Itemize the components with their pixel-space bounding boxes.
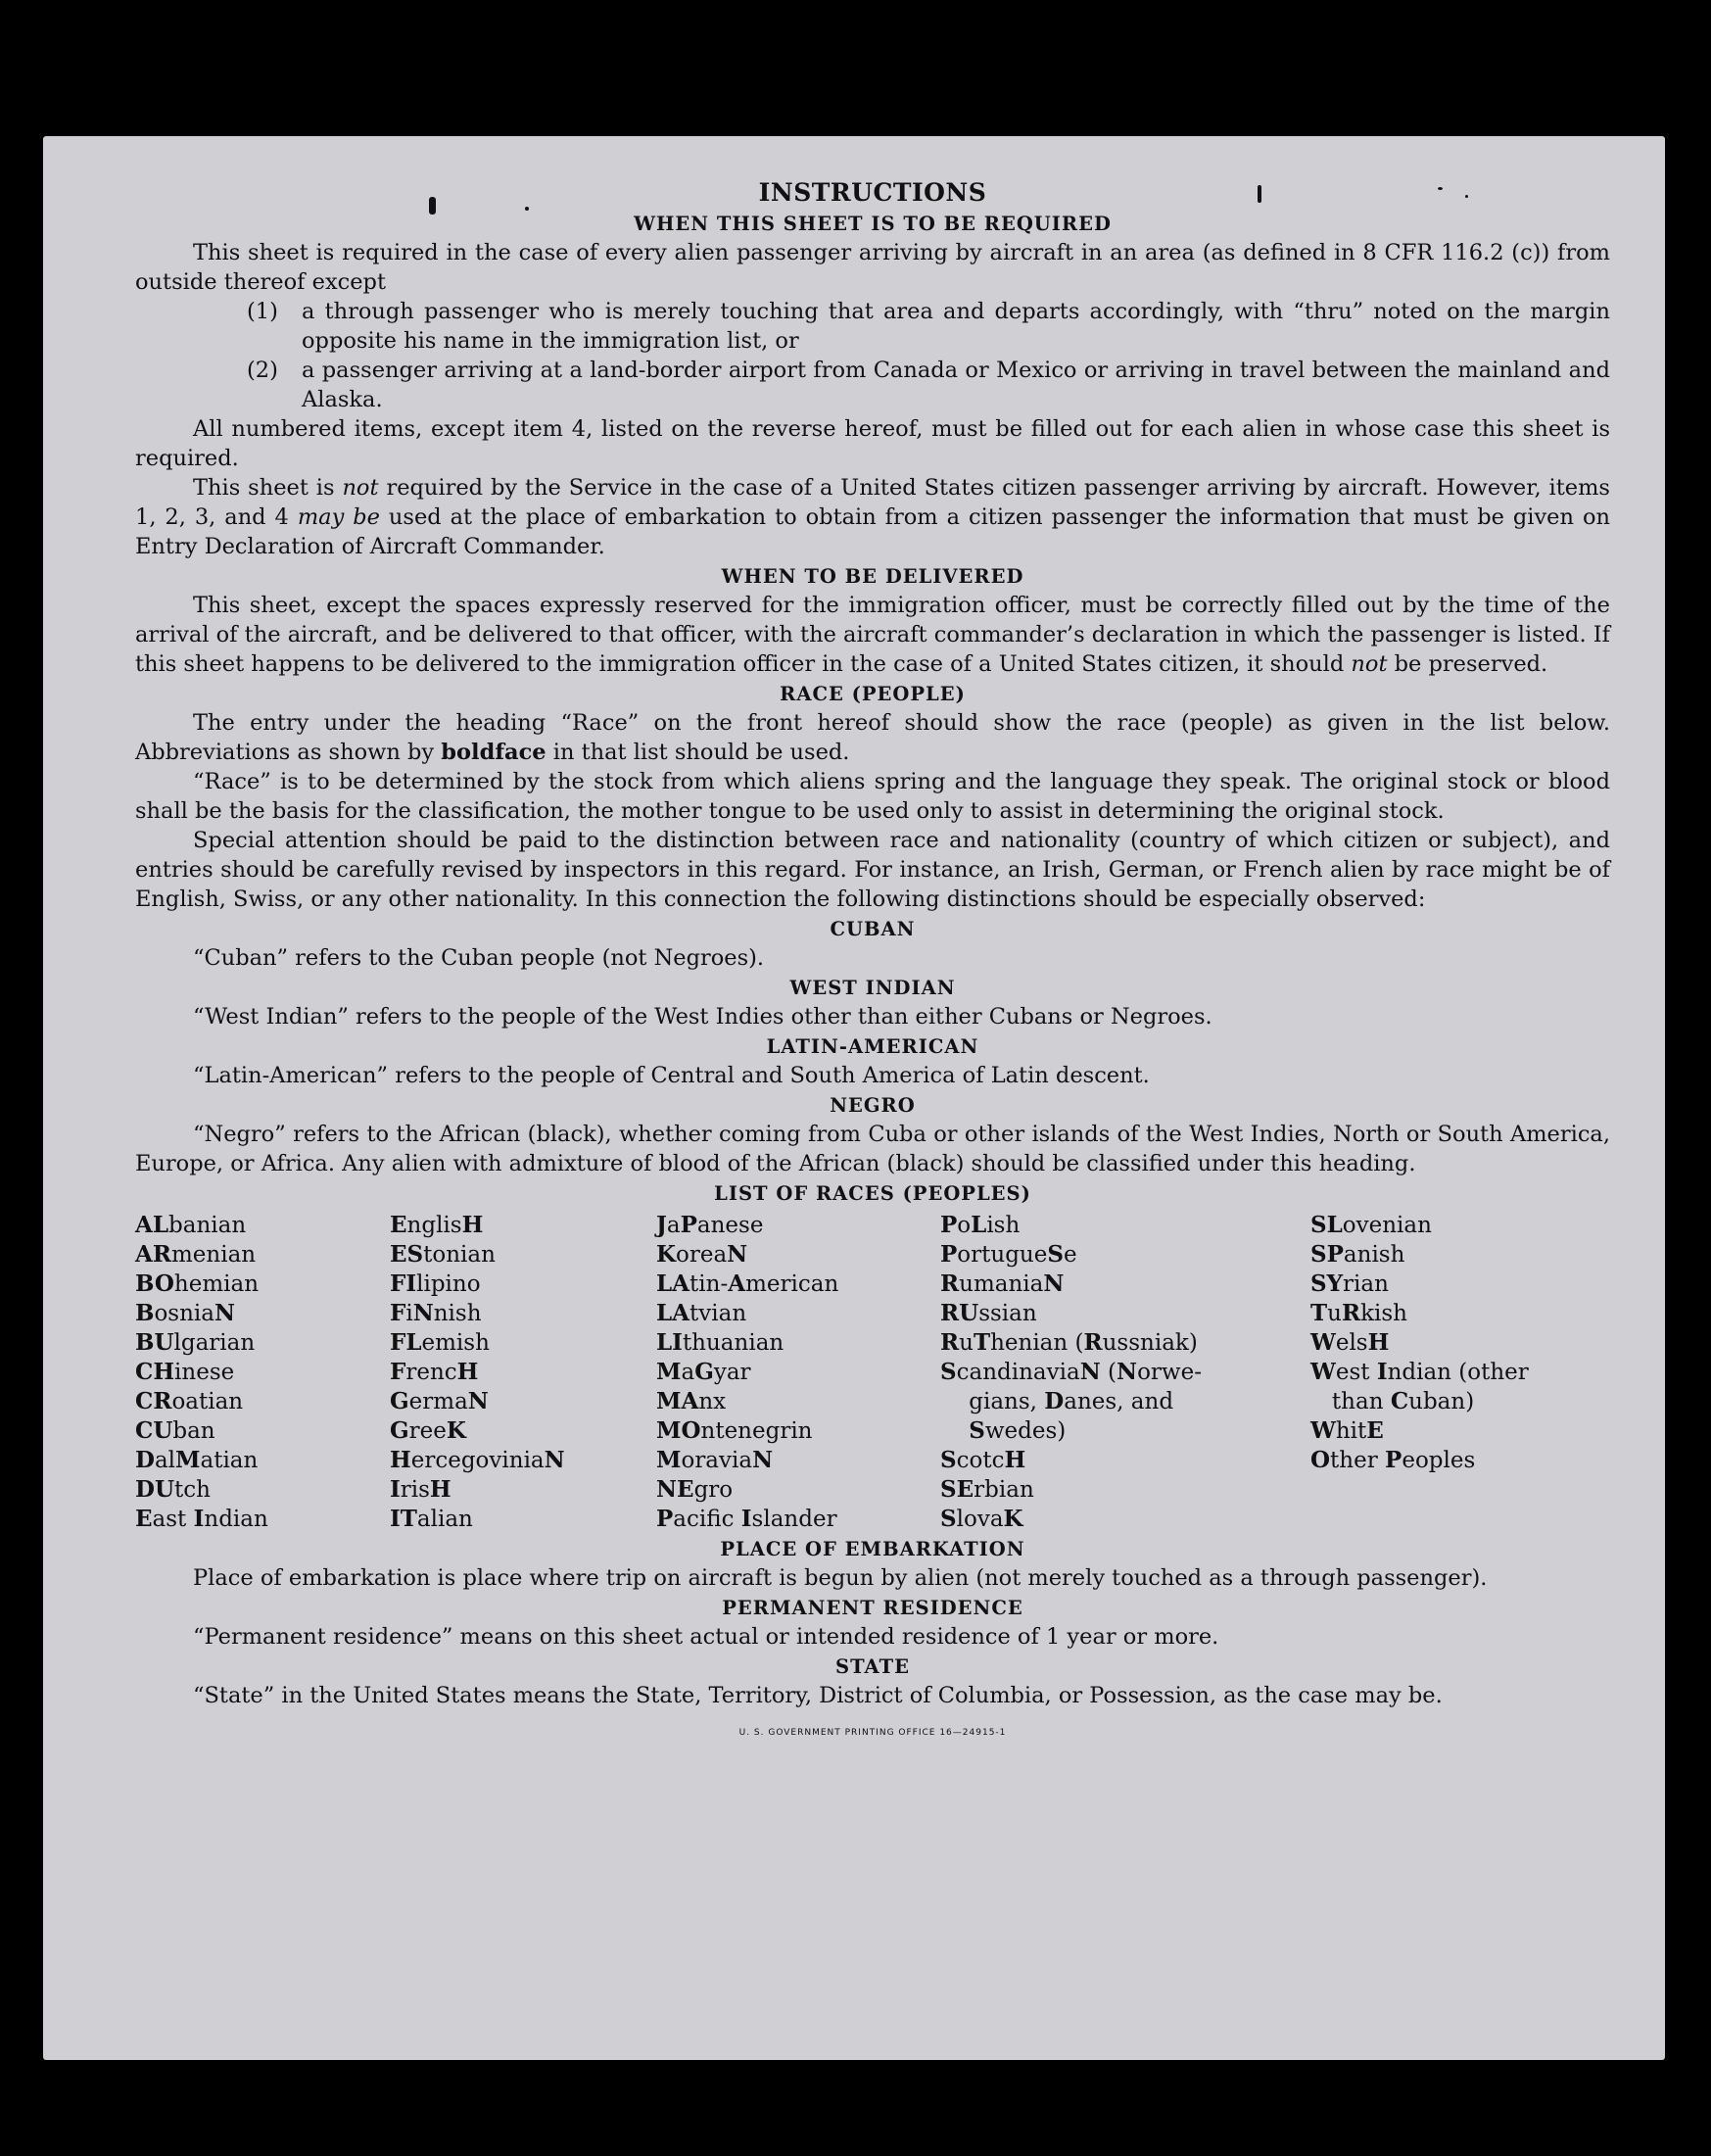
latin-american-heading: LATIN-AMERICAN [766, 1035, 979, 1058]
west-indian-text: “West Indian” refers to the people of the West Indies other than either Cubans or Negroes. [193, 1004, 1212, 1030]
race-entry: BUlgarian [135, 1329, 256, 1356]
race-entry: ScotcH [940, 1447, 1026, 1473]
item-text: a passenger arriving at a land-border airport from Canada or Mexico or arriving in travel between the mainland and Alaska. [302, 358, 1610, 412]
west-indian-heading: WEST INDIAN [789, 977, 956, 999]
cuban-text: “Cuban” refers to the Cuban people (not Negroes). [193, 945, 765, 971]
printer-imprint: U. S. GOVERNMENT PRINTING OFFICE 16—24915-1 [738, 1728, 1007, 1738]
race-entry: MaGyar [656, 1359, 751, 1385]
citizen-paragraph: This sheet is not required by the Service in the case of a United States citizen passenger arriving by aircraft. However, items 1, 2, 3, and 4 may be used at the place of embarkation to obtain from a citizen passenger the information that must be given on Entry Declaration of Aircraft Commander. [135, 475, 1610, 559]
race-entry: Other Peoples [1310, 1447, 1476, 1473]
races-column [135, 1211, 390, 1534]
instructions-content [135, 177, 1610, 1748]
race-paragraph-3: Special attention should be paid to the distinction between race and nationality (country of which citizen or subject), and entries should be carefully revised by inspectors in this regard. For instance, an Irish, German, or French alien by race might be of English, Swiss, or any other nationality. In this connection the following distinctions should be especially observed: [135, 828, 1610, 912]
races-list [135, 1211, 1610, 1534]
race-paragraph-1: The entry under the heading “Race” on the front hereof should show the race (people) as given in the list below. Abbreviations as shown by boldface in that list should be used. [135, 710, 1610, 765]
race-entry: BosniaN [135, 1300, 236, 1326]
item-text: a through passenger who is merely touching that area and departs accordingly, with “thru” noted on the margin opposite his name in the immigration list, or [302, 299, 1610, 354]
race-entry: EStonian [390, 1241, 496, 1268]
race-entry: ITalian [390, 1506, 473, 1532]
race-entry: MOntenegrin [656, 1417, 813, 1444]
race-entry: ScandinaviaN (Norwe- [940, 1359, 1202, 1385]
when-required-heading: WHEN THIS SHEET IS TO BE REQUIRED [634, 213, 1112, 235]
item-number: (1) [247, 299, 278, 324]
race-entry: PortugueSe [940, 1241, 1077, 1268]
race-entry: SlovaK [940, 1506, 1023, 1532]
race-entry: GermaN [390, 1388, 489, 1414]
race-entry: Pacific Islander [656, 1506, 837, 1532]
race-entry: GreeK [390, 1417, 466, 1444]
race-entry: East Indian [135, 1506, 268, 1532]
race-entry: SPanish [1310, 1241, 1405, 1268]
race-entry: KoreaN [656, 1241, 748, 1268]
negro-heading: NEGRO [830, 1094, 916, 1117]
race-entry: SErbian [940, 1476, 1034, 1503]
race-entry: West Indian (other [1310, 1359, 1529, 1385]
race-entry: FIlipino [390, 1270, 481, 1297]
numbered-items-paragraph: All numbered items, except item 4, listed on the reverse hereof, must be filled out for each alien in whose case this sheet is required. [135, 416, 1610, 471]
exception-item [247, 297, 1610, 356]
races-column [940, 1211, 1310, 1534]
races-column [1310, 1211, 1604, 1534]
race-entry: CHinese [135, 1359, 235, 1385]
race-entry: EnglisH [390, 1212, 484, 1238]
when-required-intro: This sheet is required in the case of every alien passenger arriving by aircraft in an area (as defined in 8 CFR 116.2 (c)) from outside thereof except [135, 240, 1610, 295]
race-entry: IrisH [390, 1476, 452, 1503]
races-column [656, 1211, 940, 1534]
document-sheet [43, 136, 1665, 2060]
race-entry: DalMatian [135, 1447, 259, 1473]
residence-heading: PERMANENT RESIDENCE [722, 1597, 1023, 1619]
when-delivered-heading: WHEN TO BE DELIVERED [721, 565, 1024, 588]
race-entry: DUtch [135, 1476, 211, 1503]
list-of-races-heading: LIST OF RACES (PEOPLES) [714, 1182, 1031, 1205]
race-entry: FrencH [390, 1359, 479, 1385]
race-entry: BOhemian [135, 1270, 260, 1297]
race-entry: CRoatian [135, 1388, 244, 1414]
races-column [390, 1211, 656, 1534]
race-entry: RUssian [940, 1300, 1037, 1326]
embarkation-heading: PLACE OF EMBARKATION [720, 1538, 1025, 1560]
race-entry: Swedes) [969, 1417, 1067, 1444]
race-entry: LAtin-American [656, 1270, 839, 1297]
race-entry: gians, Danes, and [940, 1388, 1174, 1414]
race-entry: SYrian [1310, 1270, 1389, 1297]
race-entry: TuRkish [1310, 1300, 1407, 1326]
race-entry: ALbanian [135, 1212, 247, 1238]
race-entry: WelsH [1310, 1329, 1390, 1356]
race-entry: ARmenian [135, 1241, 257, 1268]
latin-american-text: “Latin-American” refers to the people of Central and South America of Latin descent. [193, 1063, 1150, 1088]
race-entry: PoLish [940, 1212, 1021, 1238]
race-entry: CUban [135, 1417, 215, 1444]
race-paragraph-2: “Race” is to be determined by the stock from which aliens spring and the language they speak. The original stock or blood shall be the basis for the classification, the mother tongue to be used only to assist in determining the original stock. [135, 769, 1610, 824]
race-entry: than Cuban) [1310, 1388, 1475, 1414]
when-delivered-text: This sheet, except the spaces expressly reserved for the immigration officer, must be correctly filled out by the time of the arrival of the aircraft, and be delivered to that officer, with the aircraft commander’s declaration in which the passenger is listed. If this sheet happens to be delivered to the immigration officer in the case of a United States citizen, it should not be preserved. [135, 593, 1610, 677]
race-entry: FiNnish [390, 1300, 482, 1326]
embarkation-text: Place of embarkation is place where trip on aircraft is begun by alien (not merely touched as a through passenger). [193, 1565, 1488, 1591]
item-number: (2) [247, 358, 278, 383]
race-entry: JaPanese [656, 1212, 764, 1238]
race-entry: LAtvian [656, 1300, 747, 1326]
cuban-heading: CUBAN [830, 918, 916, 940]
race-entry: MAnx [656, 1388, 727, 1414]
race-entry: SLovenian [1310, 1212, 1432, 1238]
exception-item [247, 356, 1610, 414]
race-entry: LIthuanian [656, 1329, 784, 1356]
race-entry: FLemish [390, 1329, 490, 1356]
state-heading: STATE [835, 1655, 910, 1678]
race-entry: WhitE [1310, 1417, 1384, 1444]
race-entry: HercegoviniaN [390, 1447, 565, 1473]
negro-text: “Negro” refers to the African (black), whether coming from Cuba or other islands of the West Indies, North or South America, Europe, or Africa. Any alien with admixture of blood of the African (black) should be classified under this heading. [135, 1122, 1610, 1176]
race-heading: RACE (PEOPLE) [780, 683, 966, 705]
state-text: “State” in the United States means the State, Territory, District of Columbia, or Possession, as the case may be. [193, 1683, 1443, 1708]
race-entry: MoraviaN [656, 1447, 774, 1473]
race-entry: RuThenian (Russniak) [940, 1329, 1198, 1356]
race-entry: NEgro [656, 1476, 734, 1503]
residence-text: “Permanent residence” means on this sheet actual or intended residence of 1 year or more. [193, 1624, 1219, 1650]
page-title: INSTRUCTIONS [758, 178, 987, 207]
race-entry: RumaniaN [940, 1270, 1065, 1297]
